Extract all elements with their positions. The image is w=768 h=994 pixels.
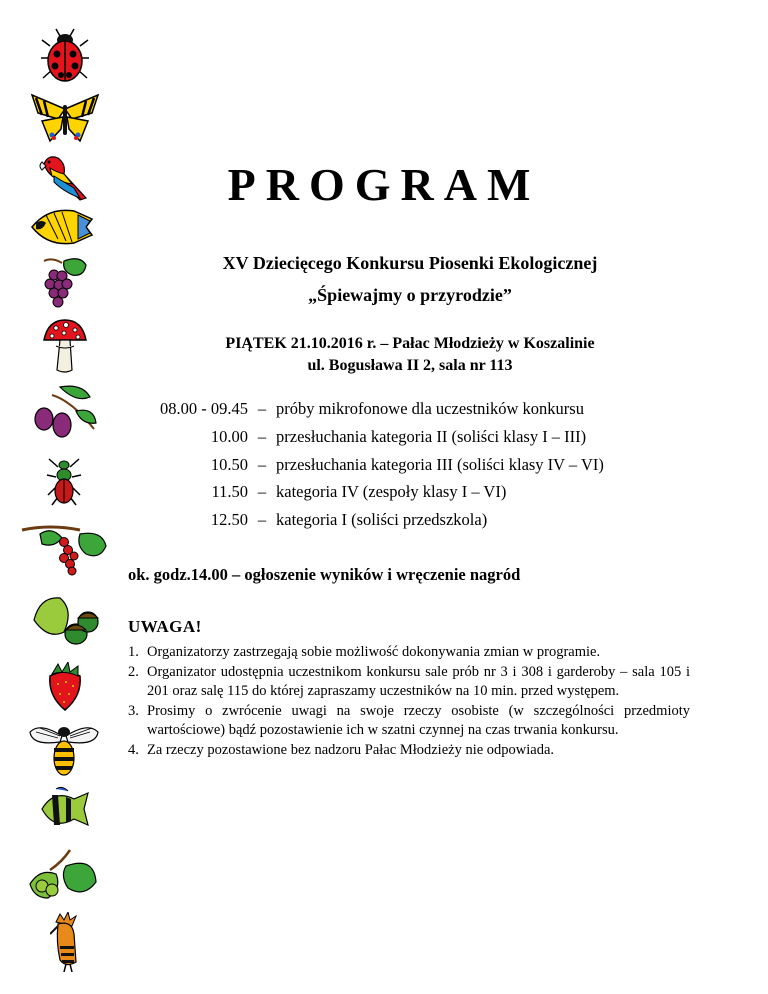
butterfly-icon (28, 93, 102, 145)
schedule-time: 10.50 (210, 455, 248, 474)
schedule-dash: – (257, 427, 267, 446)
contest-motto: „Śpiewajmy o przyrodzie” (308, 285, 512, 305)
schedule-description: przesłuchania kategoria II (soliści klasy I – III) (276, 427, 587, 446)
hoopoe-icon (50, 912, 84, 972)
notice-text: Za rzeczy pozostawione bez nadzoru Pałac Młodzieży nie odpowiada. (147, 741, 555, 758)
schedule-time: 12.50 (210, 510, 248, 529)
beetle-icon (46, 455, 82, 507)
schedule-row (128, 510, 487, 530)
schedule-dash: – (257, 482, 267, 501)
schedule-row (128, 482, 506, 502)
hazelnuts-icon (26, 848, 98, 902)
notice-list (128, 643, 690, 760)
page-title: PROGRAM (227, 159, 541, 210)
notice-number: 4. (128, 741, 139, 758)
currants-icon (20, 520, 108, 576)
schedule-row (128, 399, 584, 419)
angelfish-icon (38, 785, 90, 835)
schedule-dash: – (257, 455, 267, 474)
bee-icon (26, 720, 102, 778)
schedule-row (128, 427, 586, 447)
fish-icon (28, 205, 98, 249)
nature-illustrations-column (0, 0, 120, 994)
schedule-time: 11.50 (211, 482, 248, 501)
plums-icon (32, 385, 98, 443)
strawberry-icon (44, 662, 86, 712)
grapes-icon (40, 255, 90, 311)
mushroom-icon (42, 318, 88, 374)
notice-number: 2. (128, 663, 139, 680)
notice-item (128, 741, 690, 761)
notice-text: Prosimy o zwrócenie uwagi na swoje rzeczy osobiste (w szczególności przedmioty wartościowe) bądź pozostawienie ich w szatni czynnej na czas trwania konkursu. (147, 702, 690, 738)
notice-item (128, 643, 690, 663)
notice-text: Organizatorzy zastrzegają sobie możliwość dokonywania zmian w programie. (147, 644, 601, 660)
notice-number: 1. (128, 644, 139, 660)
schedule-description: kategoria IV (zespoły klasy I – VI) (276, 482, 507, 501)
event-date-venue: PIĄTEK 21.10.2016 r. – Pałac Młodzieży w Koszalinie (225, 335, 595, 352)
notice-item (128, 663, 690, 702)
notice-item (128, 702, 690, 741)
notice-heading: UWAGA! (128, 617, 202, 636)
schedule-time: 08.00 - 09.45 (160, 399, 248, 418)
schedule-description: próby mikrofonowe dla uczestników konkursu (276, 399, 584, 418)
ladybug-icon (40, 28, 90, 84)
schedule-dash: – (257, 510, 267, 529)
acorns-icon (30, 592, 100, 648)
event-address: ul. Bogusława II 2, sala nr 113 (307, 357, 513, 374)
schedule-time: 10.00 (210, 427, 248, 446)
notice-number: 3. (128, 702, 139, 719)
schedule-description: przesłuchania kategoria III (soliści klasy IV – VI) (276, 455, 604, 474)
schedule-dash: – (257, 399, 267, 418)
schedule-description: kategoria I (soliści przedszkola) (276, 510, 488, 529)
schedule-row (128, 455, 604, 475)
results-announcement: ok. godz.14.00 – ogłoszenie wyników i wręczenie nagród (128, 565, 521, 584)
notice-text: Organizator udostępnia uczestnikom konkursu sale prób nr 3 i 308 i garderoby – sala 105 i 201 oraz salę 115 do której zapraszamy uczestników na 10 min. przed występem. (147, 663, 690, 699)
contest-name: XV Dziecięcego Konkursu Piosenki Ekologicznej (222, 253, 598, 273)
